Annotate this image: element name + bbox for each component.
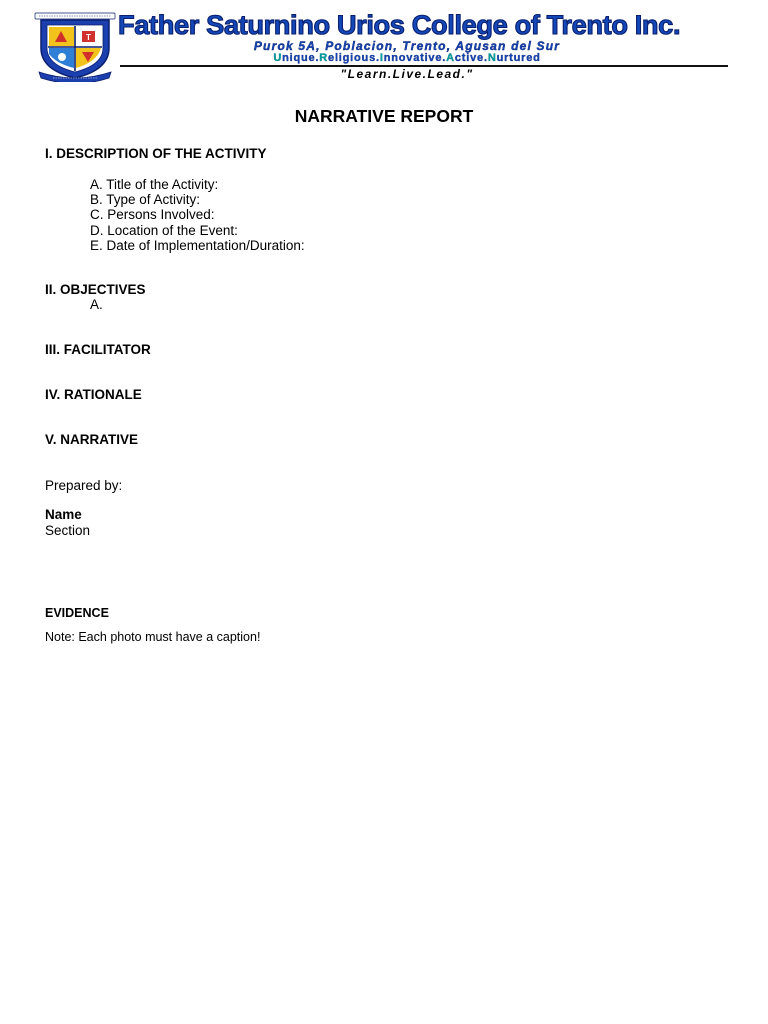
motto-letter-n: N [487,52,497,64]
preparer-name: Name [45,507,82,522]
description-item-date: E. Date of Implementation/Duration: [90,237,305,253]
school-seal-logo [33,12,117,82]
school-motto [167,52,647,64]
document-title: NARRATIVE REPORT [294,106,474,126]
section-heading-objectives: II. OBJECTIVES [45,282,146,297]
preparer-section: Section [45,523,91,538]
description-item-title: A. Title of the Activity: [90,177,219,192]
motto-letter-u: U [273,52,283,64]
school-tagline: "Learn.Live.Lead." [340,67,474,81]
motto-word-unique: nique. [282,52,320,64]
motto-word-religious: eligious. [328,52,380,64]
description-item-type: B. Type of Activity: [90,192,201,208]
prepared-by-label: Prepared by: [45,478,123,493]
description-item-persons: C. Persons Involved: [90,207,215,223]
description-item-list [90,177,305,253]
school-name: Father Saturnino Urios College of Trento Inc. [118,10,681,40]
section-heading-rationale: IV. RATIONALE [45,387,142,402]
motto-word-active: ctive. [454,52,488,64]
section-heading-evidence: EVIDENCE [45,606,109,620]
objectives-item-a: A. [90,297,103,312]
motto-letter-i: I [379,52,384,64]
school-address: Purok 5A, Poblacion, Trento, Agusan del Sur [253,39,561,53]
motto-word-innovative: nnovative. [383,52,447,64]
motto-word-nurtured: urtured [496,52,541,64]
motto-letter-r: R [319,52,329,64]
description-item-location: D. Location of the Event: [90,222,238,238]
letterhead [30,10,736,84]
evidence-note: Note: Each photo must have a caption! [45,630,261,644]
motto-letter-a: A [446,52,455,64]
objectives-item-list [90,297,103,312]
section-heading-facilitator: III. FACILITATOR [45,342,151,357]
section-heading-narrative: V. NARRATIVE [45,432,139,447]
svg-text:T: T [86,33,91,42]
section-heading-description: I. DESCRIPTION OF THE ACTIVITY [45,146,267,161]
